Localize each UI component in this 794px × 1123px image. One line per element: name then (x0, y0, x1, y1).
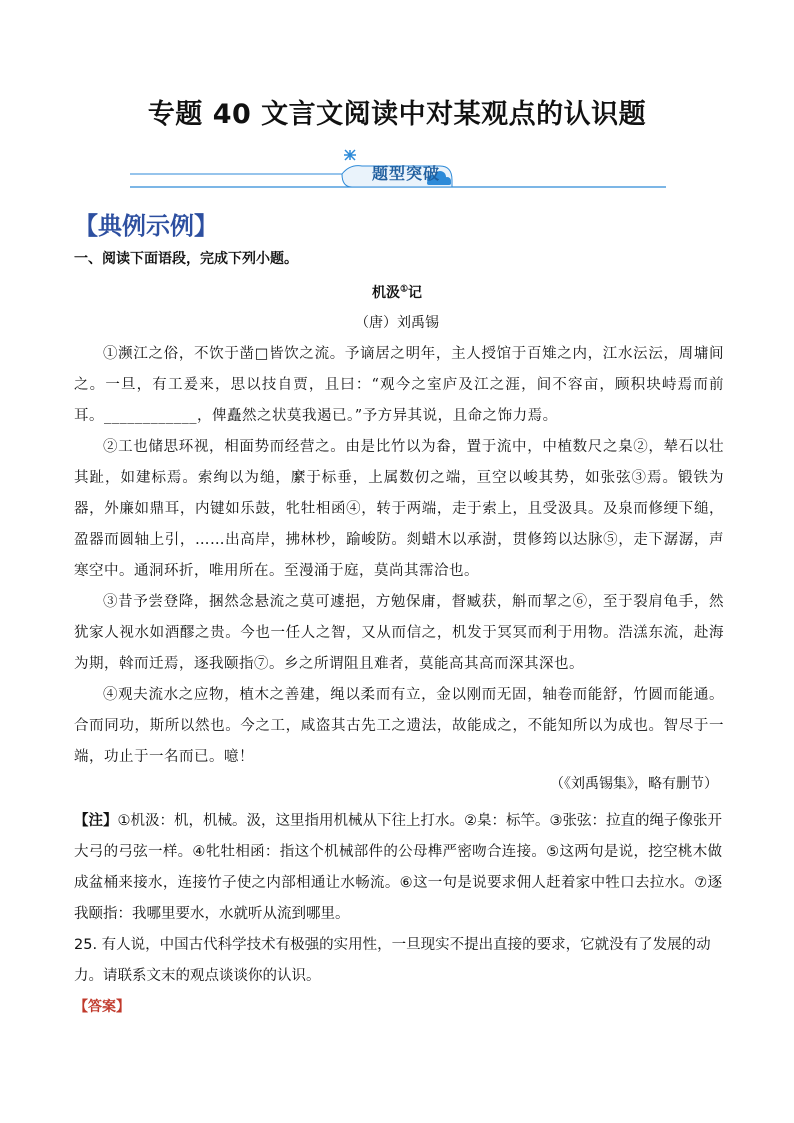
section-banner (0, 146, 794, 196)
question-25: 25. 有人说，中国古代科学技术有极强的实用性，一旦现实不提出直接的要求，它就没有了发展的动力。请联系文末的观点谈谈你的认识。 (74, 937, 711, 984)
passage-paragraph-1 (74, 339, 724, 432)
answer-tag: 【答案】 (74, 999, 130, 1015)
paragraph-text: ①濒江之俗，不饮于凿□皆饮之流。予谪居之明年，主人授馆于百雉之内，江水沄沄，周墉间之。一旦，有工爰来，思以技自贾，且曰：“观今之室庐及江之涯，间不容亩，顾积块峙焉而前耳。____________，俾矗然之状莫我遏已。”予方异其说，且命之饰力焉。 (74, 346, 724, 424)
page-title: 专题 40 文言文阅读中对某观点的认识题 (147, 99, 647, 130)
article-title-note: ① (399, 284, 409, 295)
section-heading: 【典例示例】 (74, 212, 218, 240)
article-author: （唐）刘禹锡 (355, 315, 439, 331)
passage-paragraph-4 (74, 680, 724, 773)
banner-label: 题型突破 (372, 164, 441, 183)
article-title-text: 机汲 (371, 285, 400, 301)
notes-text: ①机汲：机，机械。汲，这里指用机械从下往上打水。②臬：标竿。③张弦：拉直的绳子像张开大弓的弓弦一样。④牝牡相函：指这个机械部件的公母榫严密吻合连接。⑤这两句是说，挖空桃木做成盆桶来接水，连接竹子使之内部相通让水畅流。⑥这一句是说要求佣人赶着家中牲口去拉水。⑦逐我颐指：我哪里要水，水就听从流到哪里。 (74, 813, 722, 922)
sparkle-icon (344, 150, 356, 160)
article-source: （《刘禹锡集》，略有删节） (550, 776, 718, 792)
paragraph-text: ③昔予尝登降，捆然念悬流之莫可遽挹，方勉保庸，督臧获，斛而挈之⑥，至于裂肩龟手，然犹家人视水如酒醪之贵。今也一任人之智，又从而信之，机发于冥冥而利于用物。浩溔东流，赴海为期，斡而迁焉，逐我颐指⑦。乡之所谓阻且难者，莫能高其高而深其深也。 (74, 594, 724, 672)
article-title (0, 282, 794, 302)
notes (74, 806, 722, 930)
question-intro: 一、阅读下面语段，完成下列小题。 (74, 251, 298, 267)
passage-paragraph-2 (74, 432, 724, 587)
passage-paragraph-3 (74, 587, 724, 680)
paragraph-text: ②工也储思环视，相面势而经营之。由是比竹以为畚，置于流中，中植数尺之臬②，辇石以壮其趾，如建标焉。索绚以为缒，縻于标垂，上属数仞之端，亘空以峻其势，如张弦③焉。锻铁为器，外廉如鼎耳，内键如乐鼓，牝牡相函④，转于两端，走于索上，且受汲具。及泉而修绠下缒，盈器而圆轴上引，……出高岸，拂林杪，踰峻防。剡蜡木以承澍，贯修筠以达脉⑤，走下潺潺，声寒空中。通洞环折，唯用所在。至漫涌于庭，莫尚其霈洽也。 (74, 439, 724, 579)
notes-tag: 【注】 (74, 813, 118, 829)
paragraph-text: ④观夫流水之应物，植木之善建，绳以柔而有立，金以刚而无固，轴卷而能舒，竹圆而能通。合而同功，斯所以然也。今之工，咸盗其古先工之遗法，故能成之，不能知所以为成也。智尽于一端，功止于一名而已。噫！ (74, 687, 724, 765)
article-title-suffix: 记 (408, 285, 423, 301)
